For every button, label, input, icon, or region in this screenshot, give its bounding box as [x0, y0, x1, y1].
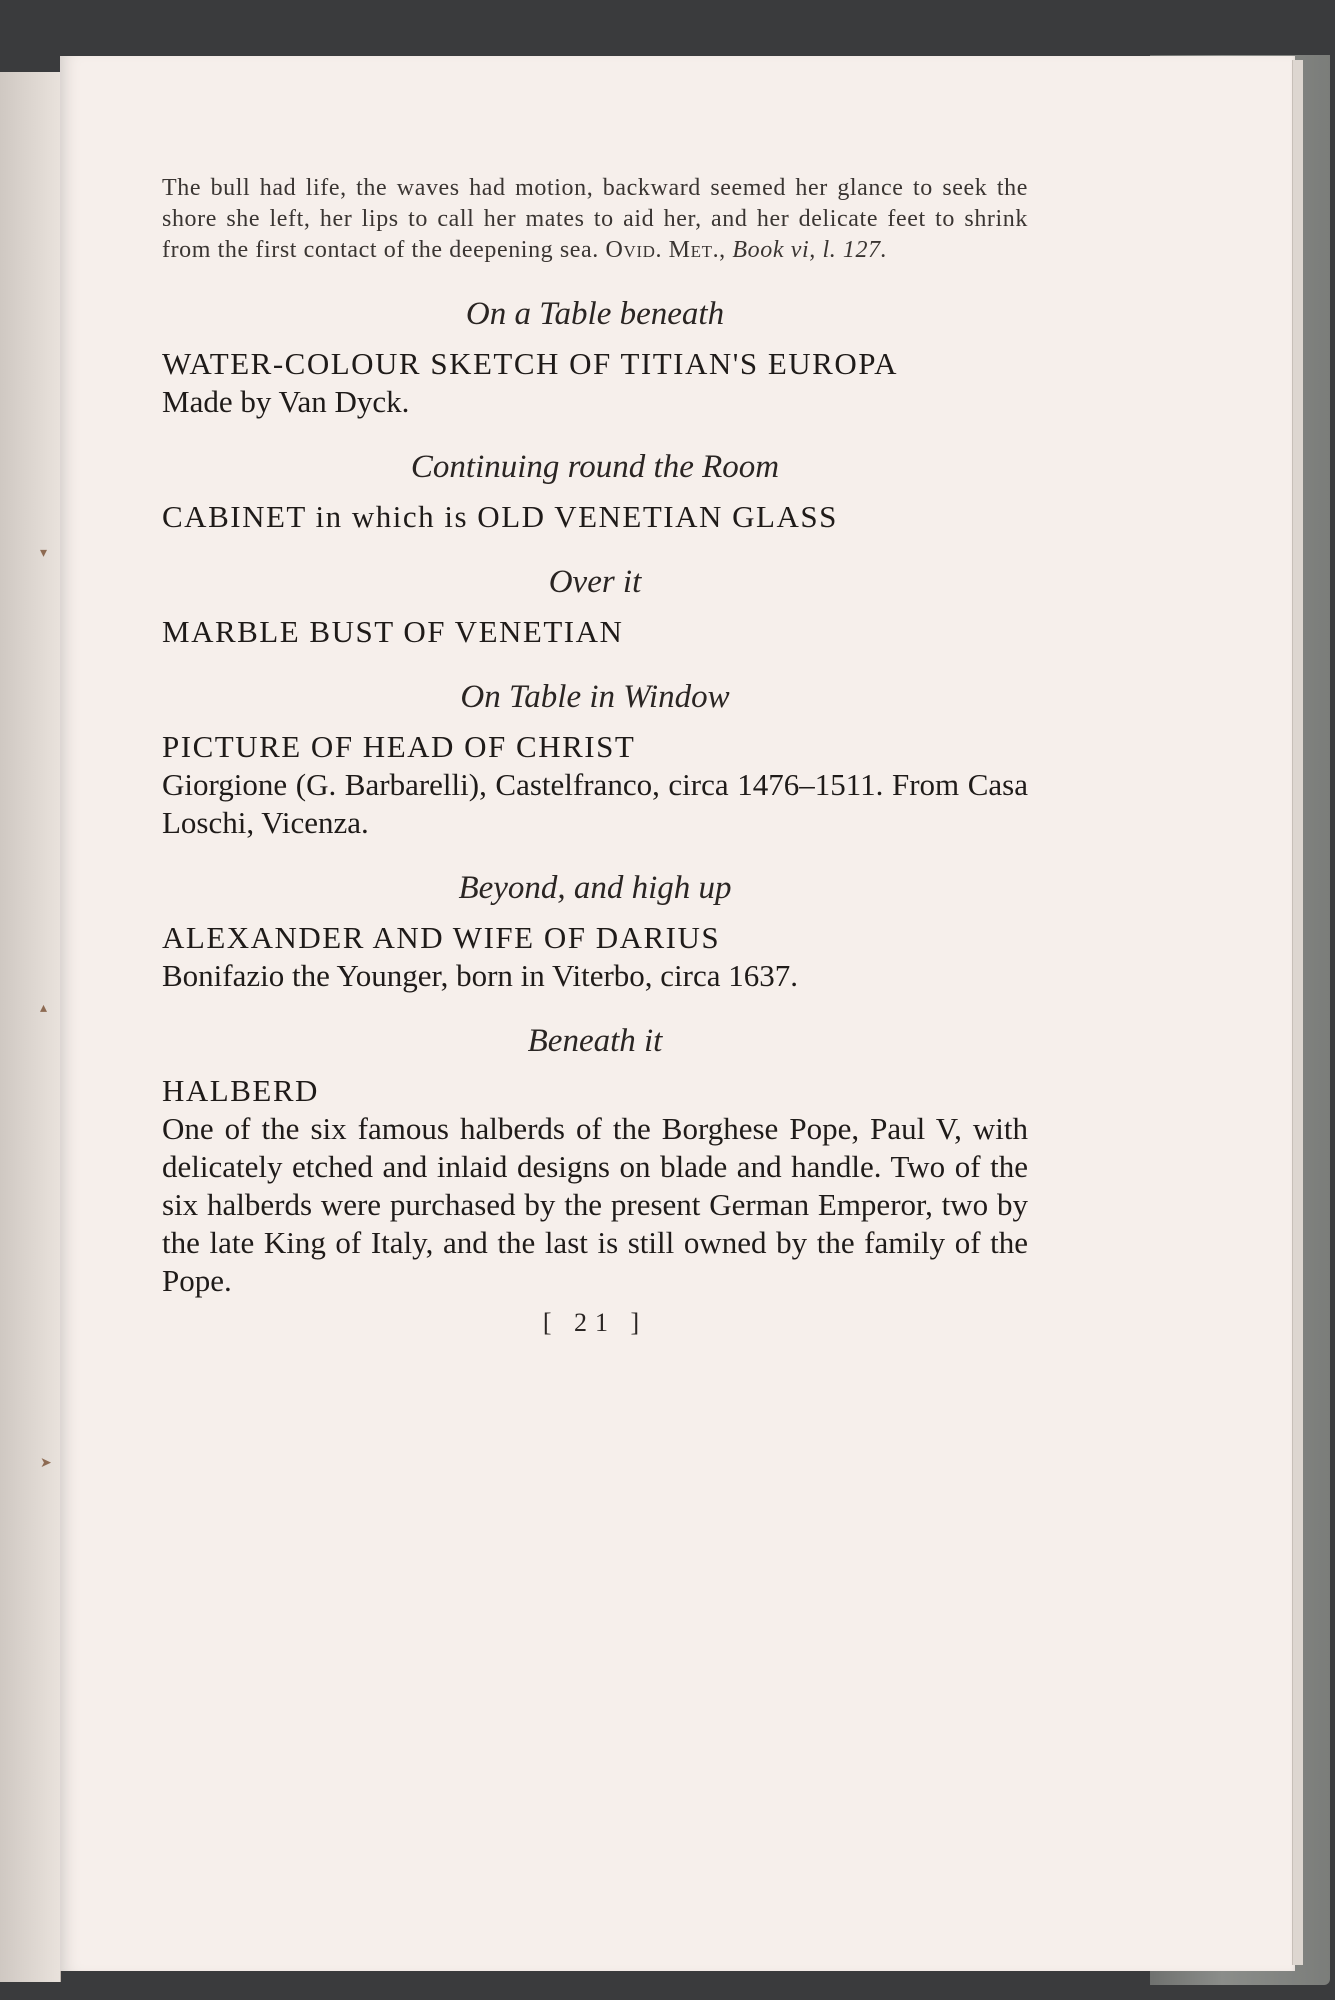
- section-heading: Beyond, and high up: [458, 870, 732, 906]
- section-heading: Beneath it: [527, 1023, 663, 1059]
- margin-mark: ➤: [40, 1456, 52, 1471]
- quote-reference: Book vi, l. 127.: [732, 237, 888, 263]
- page-number: [ 21 ]: [542, 1308, 648, 1337]
- page-edge: [1292, 60, 1303, 1965]
- section-title: ALEXANDER AND WIFE OF DARIUS: [162, 920, 721, 955]
- left-page-edge: [0, 72, 61, 1982]
- section-title: WATER-COLOUR SKETCH OF TITIAN'S EUROPA: [162, 346, 899, 381]
- section-title: HALBERD: [162, 1073, 319, 1108]
- section-heading: Continuing round the Room: [410, 449, 780, 485]
- quote-block: [162, 173, 1028, 266]
- section-body: Made by Van Dyck.: [162, 384, 410, 419]
- section-heading: On a Table beneath: [465, 296, 725, 332]
- section-heading: Over it: [548, 564, 642, 600]
- section-body: One of the six famous halberds of the Borghese Pope, Paul V, with delicately etched and inlaid designs on blade and handle. Two of the six halberds were purchased by the present German Emperor, two by the late King of Italy, and the last is still owned by the family of the Pope.: [162, 1111, 1028, 1298]
- section-body: Giorgione (G. Barbarelli), Castelfranco, circa 1476–1511. From Casa Loschi, Vicenza.: [162, 767, 1028, 840]
- page-content: [162, 173, 1028, 1338]
- section-heading: On Table in Window: [460, 679, 730, 715]
- margin-mark: ▴: [40, 1001, 48, 1016]
- section-title: MARBLE BUST OF VENETIAN: [162, 614, 624, 649]
- quote-text: The bull had life, the waves had motion, backward seemed her glance to seek the shore she left, her lips to call her mates to aid her, and her delicate feet to shrink from the first contact of the deepening sea.: [162, 175, 1028, 263]
- section-body: Bonifazio the Younger, born in Viterbo, circa 1637.: [162, 958, 799, 993]
- section-title: CABINET in which is OLD VENETIAN GLASS: [162, 499, 838, 534]
- margin-mark: ▾: [40, 546, 48, 561]
- section-title: PICTURE OF HEAD OF CHRIST: [162, 729, 636, 764]
- quote-author: Ovid. Met.,: [605, 237, 726, 263]
